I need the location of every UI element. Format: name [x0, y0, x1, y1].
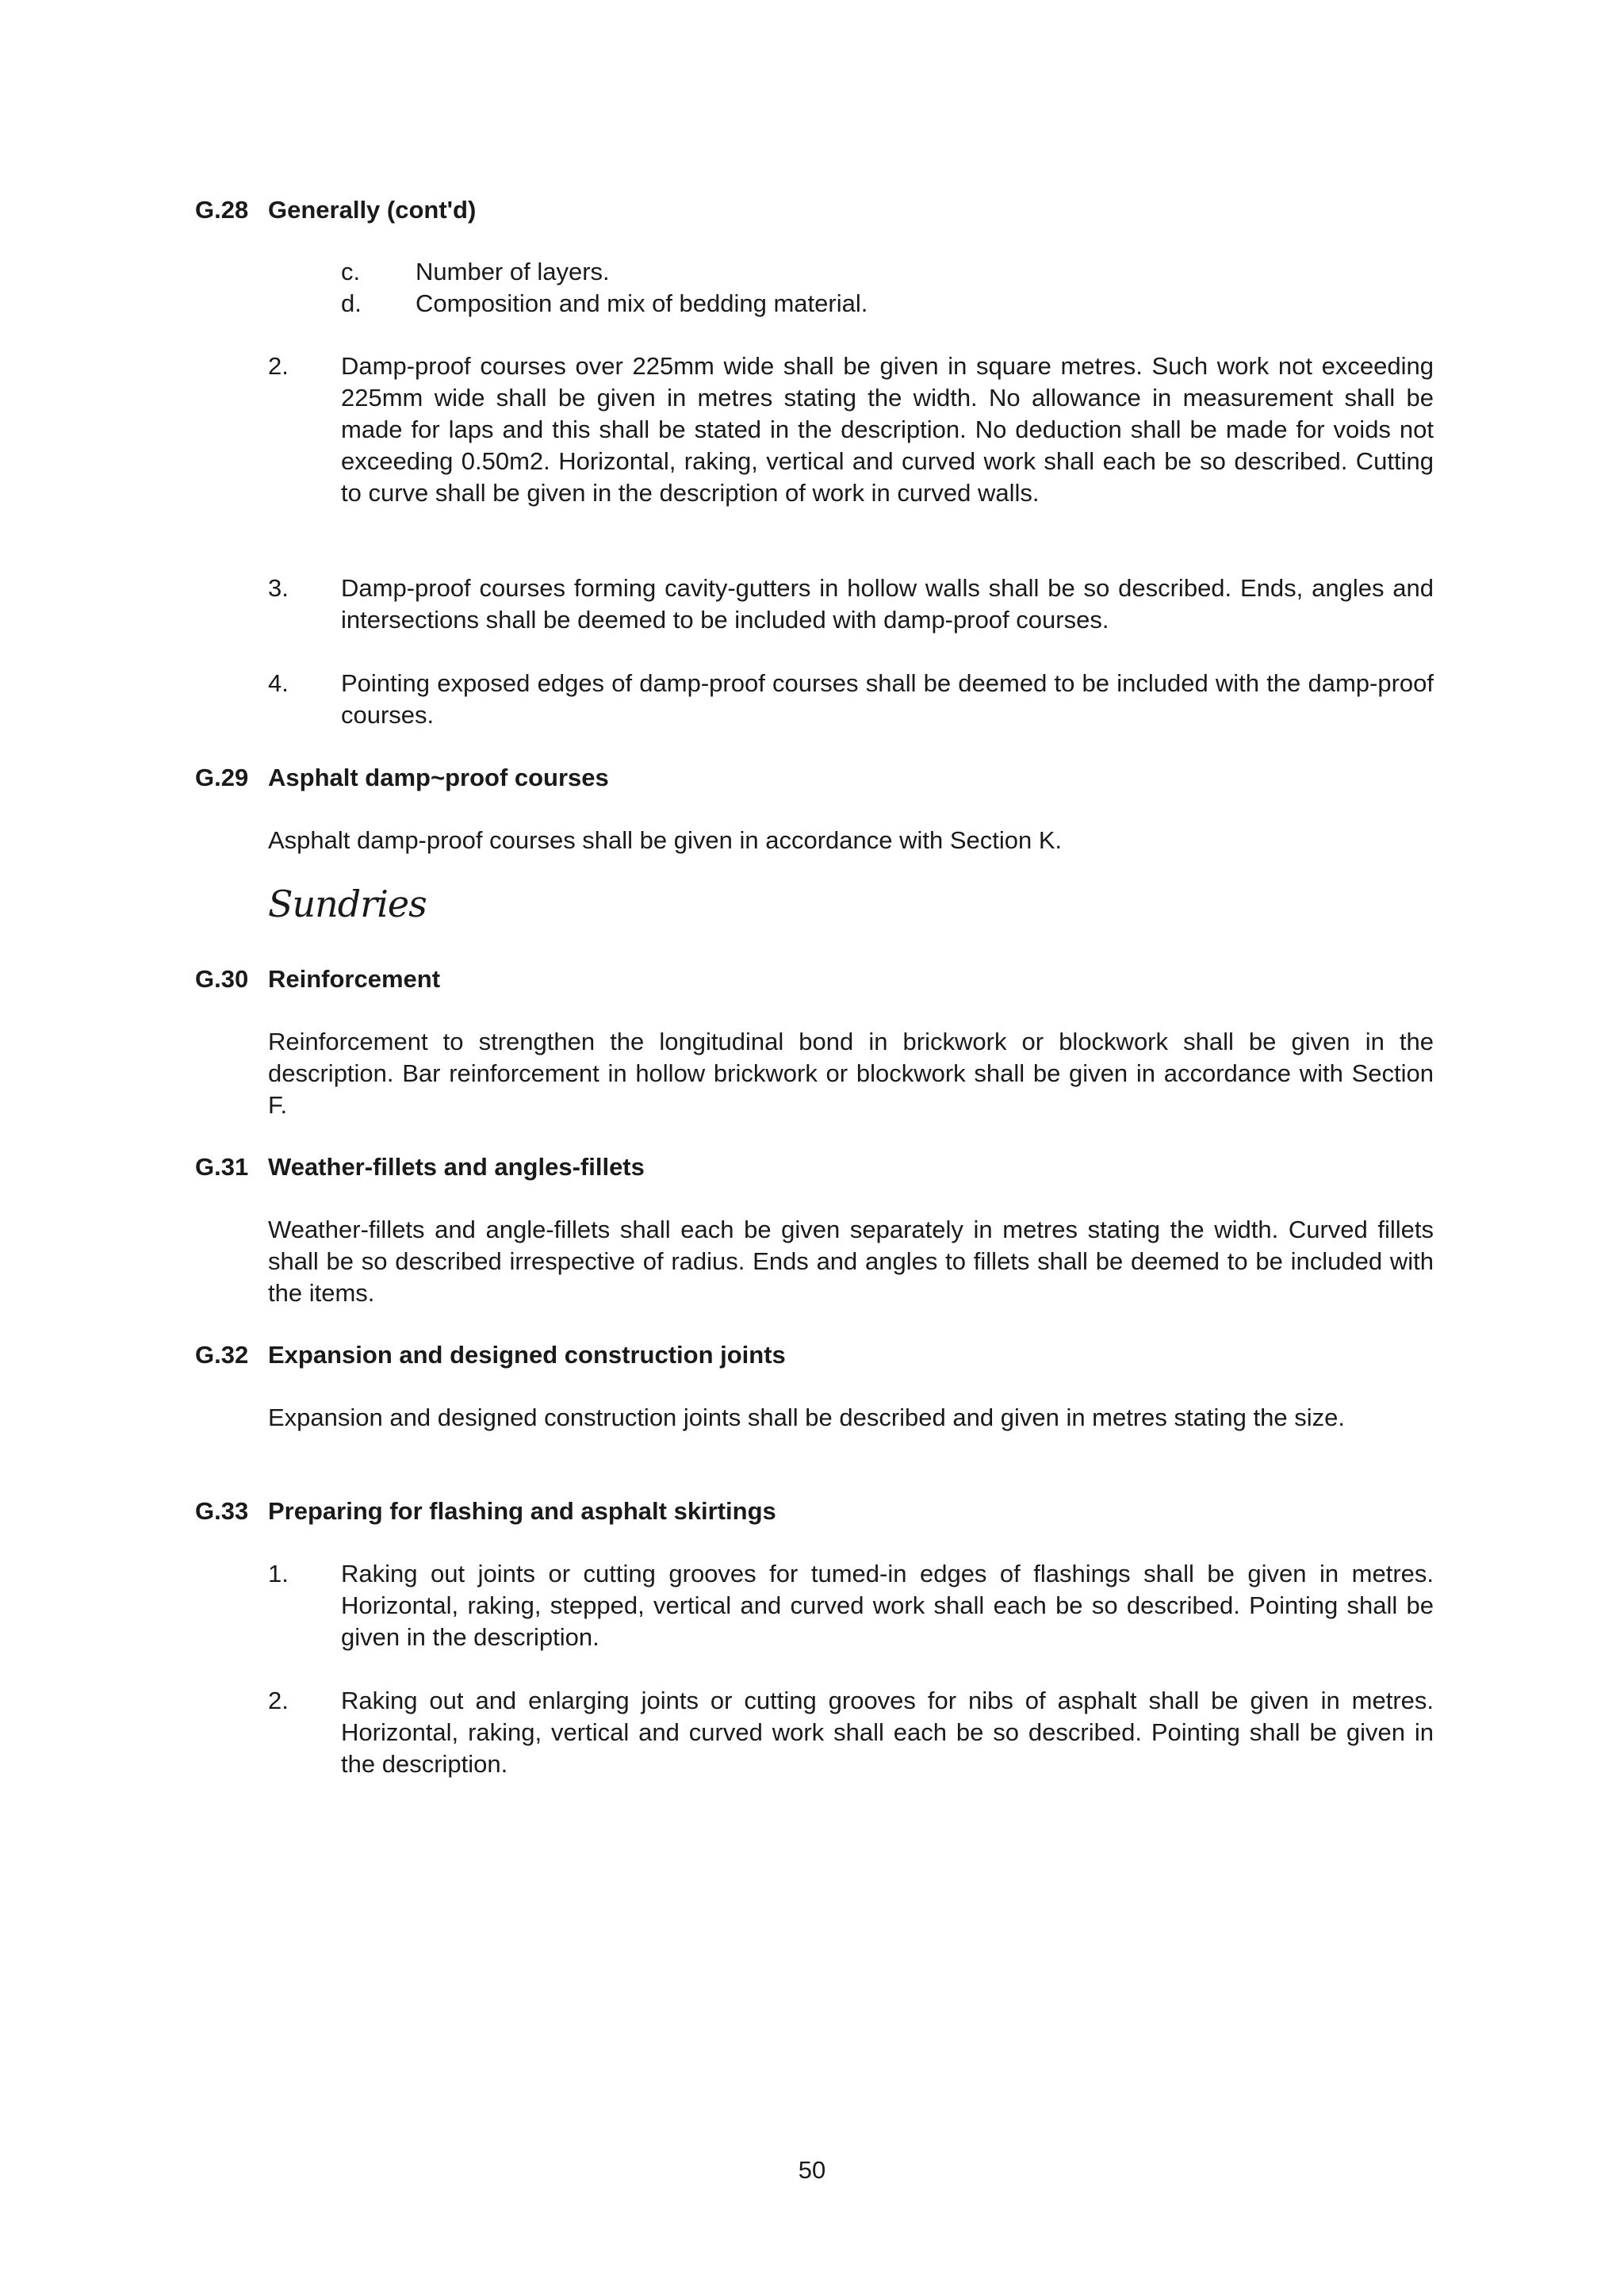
clause-number: G.30	[195, 965, 249, 993]
clause-title: Asphalt damp~proof courses	[268, 764, 609, 791]
clause-title: Preparing for flashing and asphalt skirtings	[268, 1497, 776, 1525]
clause-number: G.32	[195, 1341, 249, 1369]
clause-heading-g32	[195, 1339, 786, 1371]
page-number: 50	[798, 2156, 826, 2184]
clause-number: G.29	[195, 764, 249, 791]
clause-title: Expansion and designed construction joints	[268, 1341, 786, 1369]
clause-heading-g30	[195, 963, 440, 995]
clause-number: G.33	[195, 1497, 249, 1525]
item-text: Raking out joints or cutting grooves for tumed-in edges of flashings shall be given in metres. Horizontal, raking, stepped, vertical and curved work shall each be so described. Pointing shall be given in the description.	[341, 1560, 1434, 1651]
clause-number: G.31	[195, 1153, 249, 1181]
sub-item	[341, 288, 868, 320]
item-number: 1.	[268, 1560, 289, 1587]
item-number: 2.	[268, 1687, 289, 1714]
clause-title: Reinforcement	[268, 965, 441, 993]
sub-item-letter: d.	[341, 289, 362, 317]
clause-title: Weather-fillets and angles-fillets	[268, 1153, 645, 1181]
sub-item	[341, 256, 610, 288]
item-number: 2.	[268, 352, 289, 380]
item-text: Pointing exposed edges of damp-proof courses shall be deemed to be included with the damp-proof courses.	[341, 669, 1434, 729]
sub-item-letter: c.	[341, 258, 361, 285]
clause-heading-g29	[195, 762, 609, 794]
clause-heading-g31	[195, 1151, 645, 1183]
clause-text: Weather-fillets and angle-fillets shall each be given separately in metres stating the width. Curved fillets shall be so described irrespective of radius. Ends and angles to fillets shall be deemed to be included with the items.	[268, 1216, 1434, 1307]
clause-heading-g28	[195, 194, 476, 226]
clause-number: G.28	[195, 196, 249, 224]
clause-text: Asphalt damp-proof courses shall be given in accordance with Section K.	[268, 826, 1063, 854]
sub-item-text: Composition and mix of bedding material.	[416, 289, 868, 317]
item-number: 3.	[268, 574, 289, 602]
clause-heading-g33	[195, 1496, 776, 1527]
clause-text: Expansion and designed construction joints shall be described and given in metres stating the size.	[268, 1404, 1345, 1431]
item-text: Raking out and enlarging joints or cutting grooves for nibs of asphalt shall be given in metres. Horizontal, raking, vertical and curved work shall each be so described. Pointing shall be given in the description.	[341, 1687, 1434, 1778]
sub-item-text: Number of layers.	[416, 258, 610, 285]
item-text: Damp-proof courses forming cavity-gutters in hollow walls shall be so described. Ends, angles and intersections shall be deemed to be included with damp-proof courses.	[341, 574, 1434, 634]
clause-text: Reinforcement to strengthen the longitudinal bond in brickwork or blockwork shall be given in the description. Bar reinforcement in hollow brickwork or blockwork shall be given in accordance with Section F.	[268, 1028, 1434, 1119]
clause-title: Generally (cont'd)	[268, 196, 477, 224]
section-title: Sundries	[268, 883, 427, 925]
item-text: Damp-proof courses over 225mm wide shall be given in square metres. Such work not exceeding 225mm wide shall be given in metres stating the width. No allowance in measurement shall be made for laps and this shall be stated in the description. No deduction shall be made for voids not exceeding 0.50m2. Horizontal, raking, vertical and curved work shall each be so described. Cutting to curve shall be given in the description of work in curved walls.	[341, 352, 1434, 507]
item-number: 4.	[268, 669, 289, 697]
